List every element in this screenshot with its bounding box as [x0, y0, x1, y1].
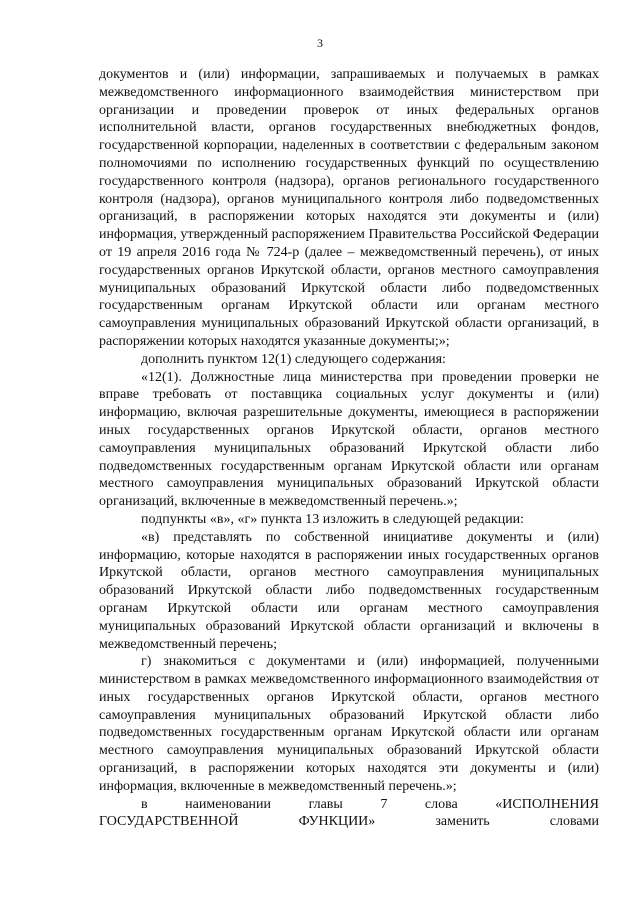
word: наименовании: [185, 796, 272, 812]
word: главы: [308, 796, 343, 812]
word: ГОСУДАРСТВЕННОЙ: [99, 814, 239, 830]
word: слова: [424, 796, 458, 812]
paragraph-list-continuation: документов и (или) информации, запрашиваемых и получаемых в рамках межведомственного информационного взаимодействия министерством при организации и проведении проверок от иных федеральных органов исполнительной власти, органов государственных внебюджетных фондов, государственной корпорации, наделенных в соответствии с федеральным законом полномочиями по исполнению государственных функций по осуществлению государственного контроля (надзора), органов регионального государственного контроля (надзора), органов муниципального контроля либо подведомственных организаций, в распоряжении которых находятся эти документы и (или) информация, утвержденный распоряжением Правительства Российской Федерации от 19 апреля 2016 года № 724-р (далее – межведомственный перечень), от иных государственных органов Иркутской области, органов местного самоуправления муниципальных образований Иркутской области либо подведомственных государственным органам Иркутской области или органам местного самоуправления муниципальных образований Иркутской области организаций, в распоряжении которых находятся указанные документы;»;: [99, 67, 599, 349]
paragraph-chapter-7-rename-line-1: [99, 796, 599, 814]
word: заменить: [435, 814, 490, 830]
paragraph-point-12-1-text: «12(1). Должностные лица министерства при проведении проверки не вправе требовать от поставщика социальных услуг документы и (или) информацию, включая разрешительные документы, имеющиеся в распоряжении иных государственных органов Иркутской области, органов местного самоуправления муниципальных образований Иркутской области либо подведомственных государственным органам Иркутской области или органам местного самоуправления муниципальных образований Иркутской области организаций, включенные в межведомственный перечень.»;: [99, 369, 599, 510]
document-body: [99, 66, 599, 831]
paragraph-chapter-7-rename-line-2: [99, 813, 599, 831]
word: словами: [549, 814, 599, 830]
word: «ИСПОЛНЕНИЯ: [495, 796, 599, 812]
paragraph-subpoint-g: г) знакомиться с документами и (или) информацией, полученными министерством в рамках межведомственного информационного взаимодействия от иных государственных органов Иркутской области, органов местного самоуправления муниципальных образований Иркутской области либо подведомственных государственным органам Иркутской области или органам местного самоуправления муниципальных образований Иркутской области организаций, в распоряжении которых находятся эти документы и (или) информация, включенные в межведомственный перечень.»;: [99, 654, 599, 794]
paragraph-subpoints-intro: подпункты «в», «г» пункта 13 изложить в следующей редакции:: [141, 511, 525, 527]
word: 7: [380, 796, 388, 812]
page-number: 3: [317, 36, 323, 50]
paragraph-add-point-12-1: дополнить пунктом 12(1) следующего содержания:: [141, 351, 446, 367]
word: в: [141, 796, 148, 812]
paragraph-subpoint-v: «в) представлять по собственной инициативе документы и (или) информацию, которые находятся в распоряжении иных государственных органов Иркутской области, органов местного самоуправления муниципальных образований Иркутской области либо подведомственных государственным органам Иркутской области или органам местного самоуправления муниципальных образований Иркутской области организаций и включены в межведомственный перечень;: [99, 529, 599, 652]
word: ФУНКЦИИ»: [298, 814, 376, 830]
